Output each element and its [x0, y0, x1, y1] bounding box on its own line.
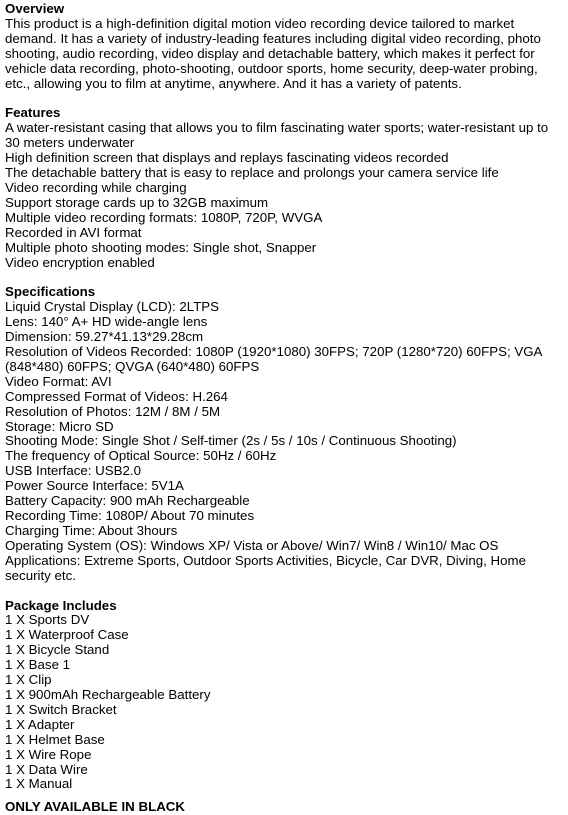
overview-section — [5, 2, 563, 91]
overview-text: This product is a high-definition digital motion video recording device tailored to market demand. It has a variety of industry-leading features including digital video recording, photo shooting, audio recording, video display and detachable battery, which makes it perfect for vehicle data recording, photo-shooting, outdoor sports, home security, deep-water probing, etc., allowing you to film at anytime, anywhere. And it has a variety of patents. — [5, 15, 541, 91]
feature-item: Multiple video recording formats: 1080P, 720P, WVGA — [5, 209, 323, 225]
feature-item: A water-resistant casing that allows you to film fascinating water sports; water-resistant up to 30 meters underwater — [5, 120, 549, 151]
spec-item: Lens: 140° A+ HD wide-angle lens — [5, 314, 208, 330]
spec-item: The frequency of Optical Source: 50Hz / 60Hz — [5, 448, 277, 464]
package-item: 1 X Waterproof Case — [5, 627, 129, 643]
spec-item: USB Interface: USB2.0 — [5, 463, 141, 479]
specifications-list — [5, 300, 563, 583]
spec-item: Compressed Format of Videos: H.264 — [5, 388, 228, 404]
package-item: 1 X 900mAh Rechargeable Battery — [5, 686, 211, 702]
feature-item: Multiple photo shooting modes: Single shot, Snapper — [5, 239, 317, 255]
spec-item: Applications: Extreme Sports, Outdoor Sports Activities, Bicycle, Car DVR, Diving, Home security etc. — [5, 552, 526, 583]
spec-item: Resolution of Videos Recorded: 1080P (1920*1080) 30FPS; 720P (1280*720) 60FPS; VGA (848*480) 60FPS; QVGA (640*480) 60FPS — [5, 344, 542, 374]
package-item: 1 X Data Wire — [5, 761, 88, 777]
section-spacer — [5, 91, 563, 106]
package-item: 1 X Base 1 — [5, 657, 71, 673]
feature-item: Video encryption enabled — [5, 254, 155, 270]
package-item: 1 X Sports DV — [5, 612, 90, 628]
package-item: 1 X Manual — [5, 776, 73, 792]
spec-item: Storage: Micro SD — [5, 418, 114, 434]
feature-item: Recorded in AVI format — [5, 224, 142, 240]
package-item: 1 X Helmet Base — [5, 731, 105, 747]
section-spacer — [5, 270, 563, 285]
package-list — [5, 613, 563, 792]
feature-item: The detachable battery that is easy to replace and prolongs your camera service life — [5, 165, 499, 181]
feature-item: High definition screen that displays and replays fascinating videos recorded — [5, 150, 449, 166]
package-item: 1 X Adapter — [5, 716, 75, 732]
spec-item: Recording Time: 1080P/ About 70 minutes — [5, 508, 255, 523]
section-spacer — [5, 584, 563, 599]
spec-item: Dimension: 59.27*41.13*29.28cm — [5, 329, 204, 345]
package-heading: Package Includes — [5, 597, 117, 613]
spec-item: Operating System (OS): Windows XP/ Vista or Above/ Win7/ Win8 / Win10/ Mac OS — [5, 537, 499, 553]
package-item: 1 X Wire Rope — [5, 746, 92, 762]
spec-item: Power Source Interface: 5V1A — [5, 478, 184, 494]
package-section — [5, 599, 563, 793]
package-item: 1 X Bicycle Stand — [5, 642, 110, 658]
spec-item: Video Format: AVI — [5, 373, 112, 389]
feature-item: Video recording while charging — [5, 179, 187, 195]
features-list — [5, 121, 563, 270]
package-item: 1 X Switch Bracket — [5, 701, 117, 717]
spec-item: Charging Time: About 3hours — [5, 522, 178, 538]
features-heading: Features — [5, 105, 61, 121]
specifications-heading: Specifications — [5, 284, 96, 300]
package-item: 1 X Clip — [5, 672, 52, 688]
features-section — [5, 106, 563, 270]
specifications-section — [5, 285, 563, 583]
spec-item: Shooting Mode: Single Shot / Self-timer (2s / 5s / 10s / Continuous Shooting) — [5, 433, 457, 449]
availability-note: ONLY AVAILABLE IN BLACK — [5, 799, 186, 815]
spec-item: Liquid Crystal Display (LCD): 2LTPS — [5, 299, 220, 315]
overview-heading: Overview — [5, 1, 65, 16]
spec-item: Resolution of Photos: 12M / 8M / 5M — [5, 403, 221, 419]
spec-item: Battery Capacity: 900 mAh Rechargeable — [5, 493, 250, 509]
feature-item: Support storage cards up to 32GB maximum — [5, 194, 269, 210]
